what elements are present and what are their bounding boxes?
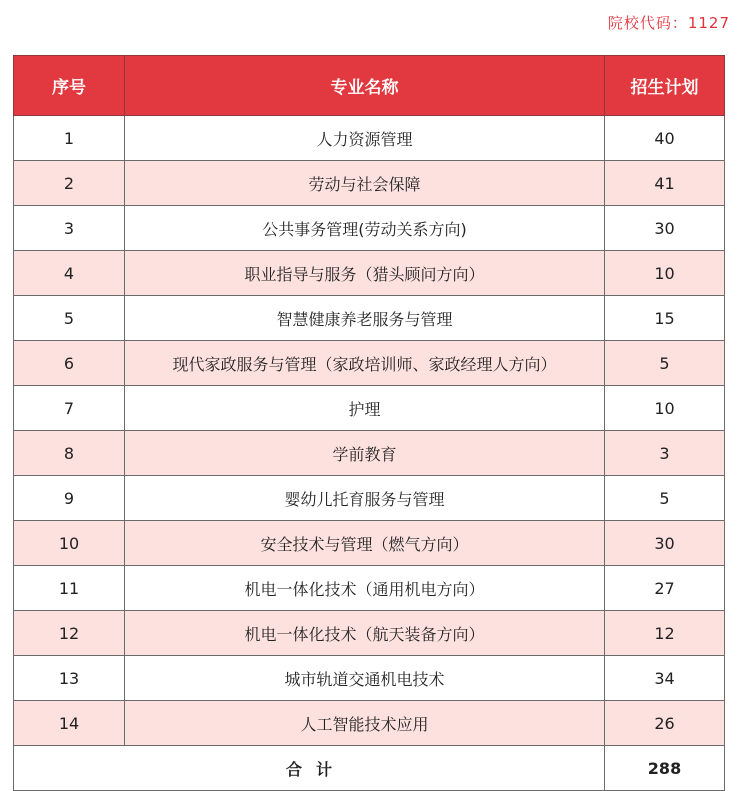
row-enrollment-plan: 30	[605, 206, 725, 251]
total-row	[14, 746, 725, 791]
row-enrollment-plan: 10	[605, 251, 725, 296]
table-row	[14, 431, 725, 476]
row-major-name: 公共事务管理(劳动关系方向)	[125, 206, 605, 251]
row-major-name: 现代家政服务与管理（家政培训师、家政经理人方向）	[125, 341, 605, 386]
row-serial-number: 14	[14, 701, 125, 746]
row-major-name: 安全技术与管理（燃气方向）	[125, 521, 605, 566]
row-major-name: 人工智能技术应用	[125, 701, 605, 746]
row-major-name: 机电一体化技术（航天装备方向）	[125, 611, 605, 656]
row-major-name: 机电一体化技术（通用机电方向）	[125, 566, 605, 611]
row-enrollment-plan: 15	[605, 296, 725, 341]
table-row	[14, 251, 725, 296]
row-serial-number: 12	[14, 611, 125, 656]
total-label: 合计	[14, 746, 605, 791]
row-serial-number: 13	[14, 656, 125, 701]
row-enrollment-plan: 27	[605, 566, 725, 611]
table-row	[14, 476, 725, 521]
table-row	[14, 341, 725, 386]
table-row	[14, 521, 725, 566]
header-enrollment-plan: 招生计划	[605, 56, 725, 116]
school-code-label: 院校代码：1127	[607, 14, 730, 32]
enrollment-plan-table	[13, 55, 725, 791]
row-enrollment-plan: 26	[605, 701, 725, 746]
row-serial-number: 10	[14, 521, 125, 566]
table-row	[14, 296, 725, 341]
table-row	[14, 161, 725, 206]
row-serial-number: 9	[14, 476, 125, 521]
row-serial-number: 11	[14, 566, 125, 611]
row-enrollment-plan: 3	[605, 431, 725, 476]
row-serial-number: 2	[14, 161, 125, 206]
row-serial-number: 3	[14, 206, 125, 251]
table-row	[14, 566, 725, 611]
row-major-name: 护理	[125, 386, 605, 431]
header-serial-number: 序号	[14, 56, 125, 116]
row-serial-number: 6	[14, 341, 125, 386]
row-enrollment-plan: 12	[605, 611, 725, 656]
row-serial-number: 7	[14, 386, 125, 431]
row-enrollment-plan: 10	[605, 386, 725, 431]
row-major-name: 人力资源管理	[125, 116, 605, 161]
table-row	[14, 206, 725, 251]
row-enrollment-plan: 40	[605, 116, 725, 161]
row-enrollment-plan: 34	[605, 656, 725, 701]
row-serial-number: 4	[14, 251, 125, 296]
table-row	[14, 116, 725, 161]
row-enrollment-plan: 41	[605, 161, 725, 206]
row-enrollment-plan: 5	[605, 476, 725, 521]
table-row	[14, 656, 725, 701]
table-header-row	[14, 56, 725, 116]
table-row	[14, 701, 725, 746]
row-major-name: 城市轨道交通机电技术	[125, 656, 605, 701]
row-enrollment-plan: 5	[605, 341, 725, 386]
row-serial-number: 5	[14, 296, 125, 341]
row-major-name: 职业指导与服务（猎头顾问方向）	[125, 251, 605, 296]
row-major-name: 学前教育	[125, 431, 605, 476]
table-row	[14, 386, 725, 431]
row-major-name: 婴幼儿托育服务与管理	[125, 476, 605, 521]
row-major-name: 劳动与社会保障	[125, 161, 605, 206]
table-row	[14, 611, 725, 656]
header-major-name: 专业名称	[125, 56, 605, 116]
row-enrollment-plan: 30	[605, 521, 725, 566]
total-value: 288	[605, 746, 725, 791]
row-major-name: 智慧健康养老服务与管理	[125, 296, 605, 341]
row-serial-number: 8	[14, 431, 125, 476]
row-serial-number: 1	[14, 116, 125, 161]
